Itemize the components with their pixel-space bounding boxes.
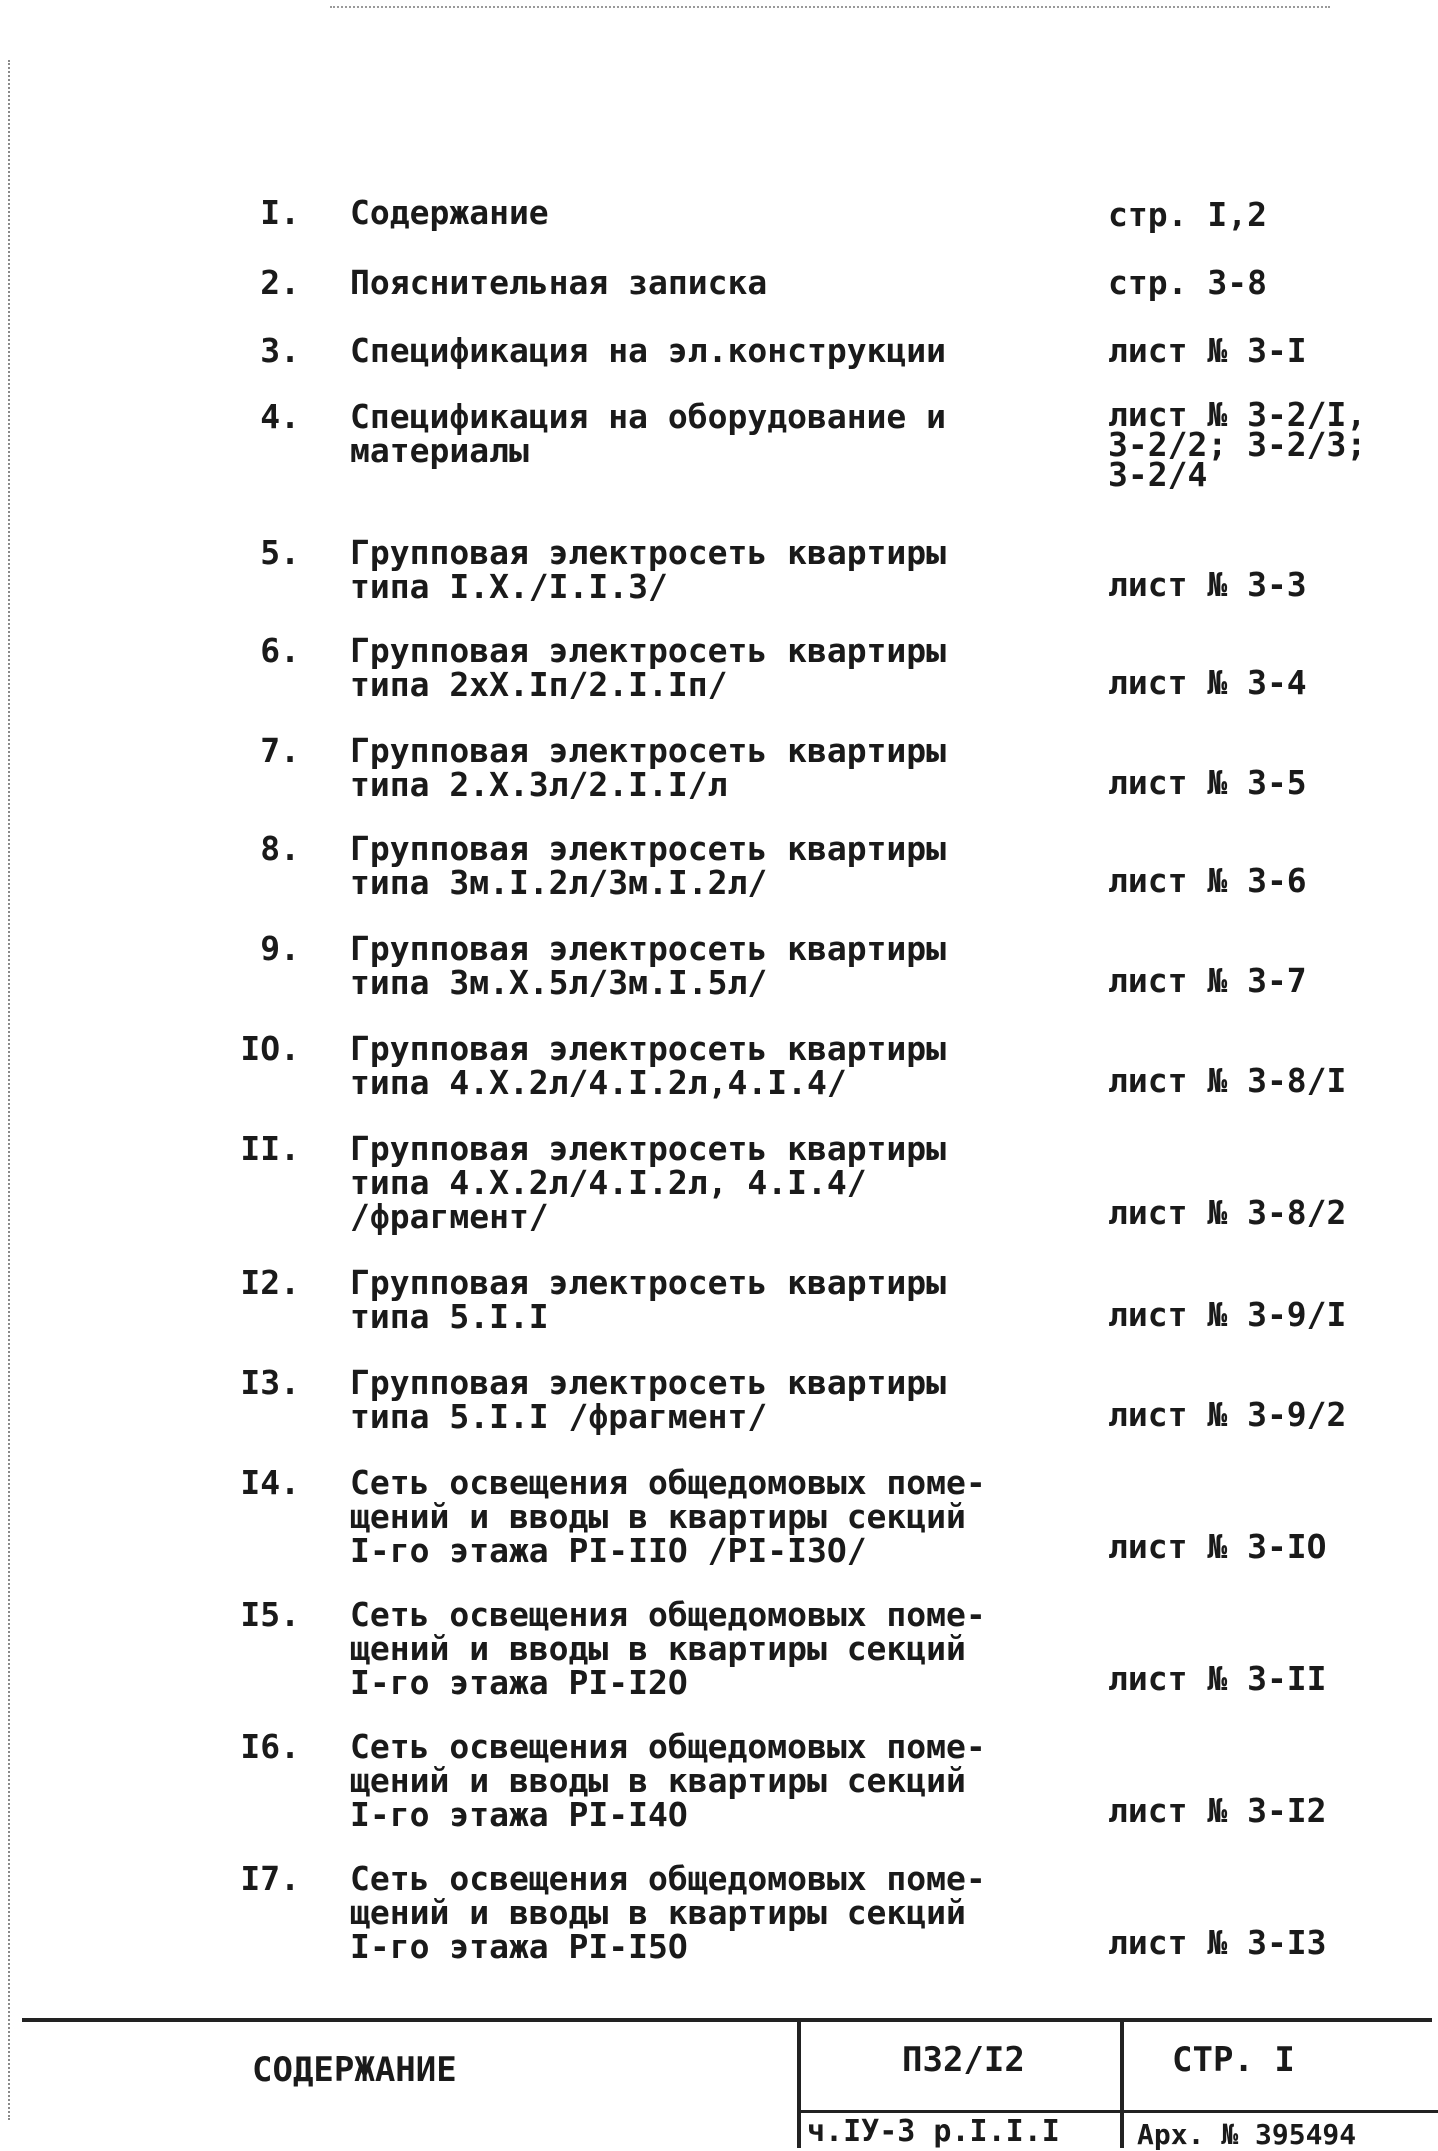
entry-sheet-ref: стр. I,2	[1108, 195, 1267, 234]
entry-sheet-ref: лист № 3-II	[1108, 1659, 1327, 1698]
entry-number: I3.	[240, 1363, 300, 1402]
entry-number: 3.	[260, 331, 300, 370]
title-block-divider	[801, 2110, 1438, 2113]
drawing-title-block	[22, 2018, 1432, 2151]
entry-number: IO.	[240, 1029, 300, 1068]
entry-title: Групповая электросеть квартиры типа 5.I.I	[350, 1263, 947, 1336]
entry-number: I7.	[240, 1859, 300, 1898]
entry-sheet-ref: лист № 3-IO	[1108, 1527, 1327, 1566]
entry-number: 4.	[260, 397, 300, 436]
entry-title: Групповая электросеть квартиры типа 2хX.Iп/2.I.Iп/	[350, 631, 947, 704]
entry-title: Спецификация на оборудование и материалы	[350, 397, 947, 470]
entry-sheet-ref: стр. 3-8	[1108, 263, 1267, 302]
project-code: П32/I2	[902, 2040, 1025, 2080]
entry-number: II.	[240, 1129, 300, 1168]
entry-number: 5.	[260, 533, 300, 572]
title-block-divider	[1120, 2022, 1124, 2148]
entry-number: I.	[260, 193, 300, 232]
entry-title: Сеть освещения общедомовых поме- щений и вводы в квартиры секций I-го этажа PI-I4О	[350, 1727, 986, 1834]
entry-sheet-ref: лист № 3-4	[1108, 663, 1307, 702]
entry-title: Групповая электросеть квартиры типа I.X./I.I.3/	[350, 533, 947, 606]
entry-number: 7.	[260, 731, 300, 770]
entry-title: Спецификация на эл.конструкции	[350, 331, 947, 370]
entry-number: I2.	[240, 1263, 300, 1302]
entry-title: Групповая электросеть квартиры типа 3м.I.2л/3м.I.2л/	[350, 829, 947, 902]
entry-title: Групповая электросеть квартиры типа 5.I.I /фрагмент/	[350, 1363, 947, 1436]
entry-title: Содержание	[350, 193, 549, 232]
entry-sheet-ref: лист № 3-9/2	[1108, 1395, 1347, 1434]
entry-sheet-ref: лист № 3-8/2	[1108, 1193, 1347, 1232]
entry-sheet-ref: лист № 3-I	[1108, 331, 1307, 370]
part-section: ч.IУ-3 р.I.I.I	[807, 2114, 1060, 2149]
page-number: СТР. I	[1172, 2040, 1295, 2080]
entry-title: Групповая электросеть квартиры типа 4.X.2л/4.I.2л,4.I.4/	[350, 1029, 947, 1102]
entry-number: I5.	[240, 1595, 300, 1634]
entry-number: I4.	[240, 1463, 300, 1502]
entry-title: Групповая электросеть квартиры типа 2.X.3л/2.I.I/л	[350, 731, 947, 804]
entry-sheet-ref: лист № 3-2/I, 3-2/2; 3-2/3; 3-2/4	[1108, 395, 1367, 494]
entry-title: Групповая электросеть квартиры типа 3м.X.5л/3м.I.5л/	[350, 929, 947, 1002]
entry-number: 6.	[260, 631, 300, 670]
entry-sheet-ref: лист № 3-I3	[1108, 1923, 1327, 1962]
entry-title: Сеть освещения общедомовых поме- щений и вводы в квартиры секций I-го этажа PI-I2О	[350, 1595, 986, 1702]
entry-sheet-ref: лист № 3-8/I	[1108, 1061, 1347, 1100]
archive-number: Арх. № 395494	[1137, 2118, 1357, 2151]
entry-title: Групповая электросеть квартиры типа 4.X.2л/4.I.2л, 4.I.4/ /фрагмент/	[350, 1129, 947, 1236]
entry-sheet-ref: лист № 3-5	[1108, 763, 1307, 802]
entry-title: Пояснительная записка	[350, 263, 768, 302]
entry-number: 9.	[260, 929, 300, 968]
entry-sheet-ref: лист № 3-I2	[1108, 1791, 1327, 1830]
entry-sheet-ref: лист № 3-9/I	[1108, 1295, 1347, 1334]
entry-title: Сеть освещения общедомовых поме- щений и вводы в квартиры секций I-го этажа PI-IIО /PI-I3О/	[350, 1463, 986, 1570]
entry-sheet-ref: лист № 3-3	[1108, 565, 1307, 604]
entry-number: 8.	[260, 829, 300, 868]
document-name: СОДЕРЖАНИЕ	[252, 2050, 457, 2090]
scan-edge-left	[8, 60, 13, 2120]
title-block-divider	[797, 2022, 801, 2148]
entry-sheet-ref: лист № 3-6	[1108, 861, 1307, 900]
scan-edge-top	[330, 6, 1330, 12]
entry-title: Сеть освещения общедомовых поме- щений и вводы в квартиры секций I-го этажа PI-I5О	[350, 1859, 986, 1966]
entry-sheet-ref: лист № 3-7	[1108, 961, 1307, 1000]
entry-number: 2.	[260, 263, 300, 302]
entry-number: I6.	[240, 1727, 300, 1766]
